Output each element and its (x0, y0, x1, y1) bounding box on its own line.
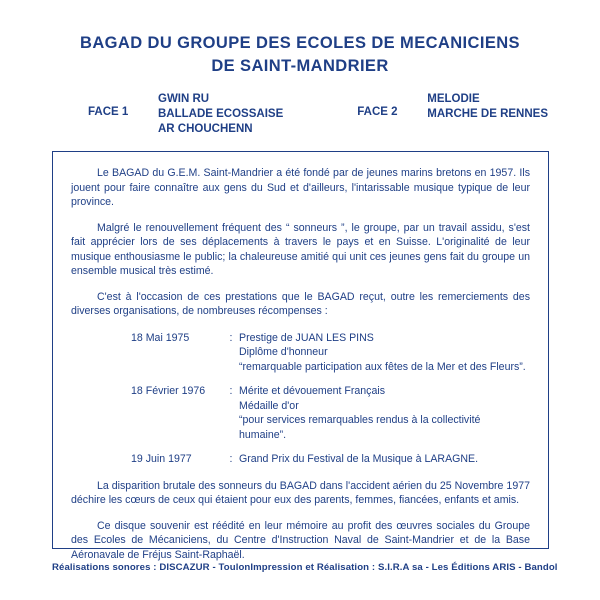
award-row (131, 384, 530, 442)
award-description (239, 384, 530, 442)
footer-credit-right: Impression et Réalisation : S.I.R.A sa - Les Éditions ARIS - Bandol (250, 562, 558, 573)
award-date: 18 Février 1976 (131, 385, 206, 397)
face-2-tracks (427, 92, 548, 122)
paragraph: C'est à l'occasion de ces prestations que le BAGAD reçut, outre les remerciements des diverses organisations, de nombreuses récompenses : (71, 290, 530, 317)
award-description (239, 331, 530, 375)
track-listing (26, 92, 574, 137)
paragraph: Le BAGAD du G.E.M. Saint-Mandrier a été fondé par de jeunes marins bretons en 1957. Ils jouent pour faire connaître aux gens du Sud et d'ailleurs, l'intarissable musique typique de leur province. (71, 167, 530, 208)
award-line: Prestige de JUAN LES PINS (239, 331, 374, 344)
award-row (131, 452, 530, 467)
paragraph: Malgré le renouvellement fréquent des “ sonneurs ”, le groupe, par un travail assidu, s'est fait apprécier lors de ses déplacements à travers le pays et en Suisse. L'originalité de leur musique enthousiasme le public; la chaleureuse amitié qui unit ces jeunes gens fait du groupe un ensemble musical très estimé. (71, 221, 530, 277)
face-2-label: FACE 2 (357, 106, 398, 118)
paragraph: La disparition brutale des sonneurs du BAGAD dans l'accident aérien du 25 Novembre 1977 déchire les cœurs de ceux qui étaient pour eux des parents, femmes, fiancées, enfants et amis. (71, 479, 530, 506)
award-line: Mérite et dévouement Français (239, 385, 386, 397)
award-line: “remarquable participation aux fêtes de la Mer et des Fleurs”. (239, 360, 526, 373)
track-item: MARCHE DE RENNES (427, 108, 549, 120)
face-1-block (88, 92, 283, 137)
award-line: Diplôme d'honneur (239, 346, 328, 358)
track-item: BALLADE ECOSSAISE (158, 108, 284, 120)
award-row (131, 331, 530, 375)
track-item: AR CHOUCHENN (158, 123, 253, 135)
award-date: 19 Juin 1977 (131, 453, 192, 465)
track-item: GWIN RU (158, 93, 210, 105)
award-separator: : (229, 385, 233, 397)
award-line: Grand Prix du Festival de la Musique à LARAGNE. (239, 453, 479, 465)
award-description (239, 452, 530, 467)
awards-list (71, 331, 530, 467)
award-separator: : (229, 453, 233, 465)
paragraph: Ce disque souvenir est réédité en leur mémoire au profit des œuvres sociales du Groupe des Ecoles de Mécaniciens, du Centre d'Instruction Naval de Saint-Mandrier et de la Base Aéronavale de Fréjus Saint-Raphaël. (71, 519, 530, 561)
face-1-tracks (158, 92, 283, 137)
track-item: MELODIE (427, 93, 480, 105)
title-line-1: BAGAD DU GROUPE DES ECOLES DE MECANICIENS (80, 34, 520, 52)
liner-notes-panel (52, 151, 549, 561)
award-separator: : (229, 331, 233, 344)
page-title (26, 34, 574, 76)
footer-credit-left: Réalisations sonores : DISCAZUR - Toulon (52, 562, 251, 573)
footer (52, 562, 558, 573)
face-2-block (357, 92, 548, 137)
award-line: Médaille d'or (239, 399, 299, 412)
award-date: 18 Mai 1975 (131, 331, 190, 344)
face-1-label: FACE 1 (88, 106, 129, 118)
award-line: “pour services remarquables rendus à la collectivité humaine”. (239, 414, 481, 441)
title-line-2: DE SAINT-MANDRIER (211, 57, 389, 75)
